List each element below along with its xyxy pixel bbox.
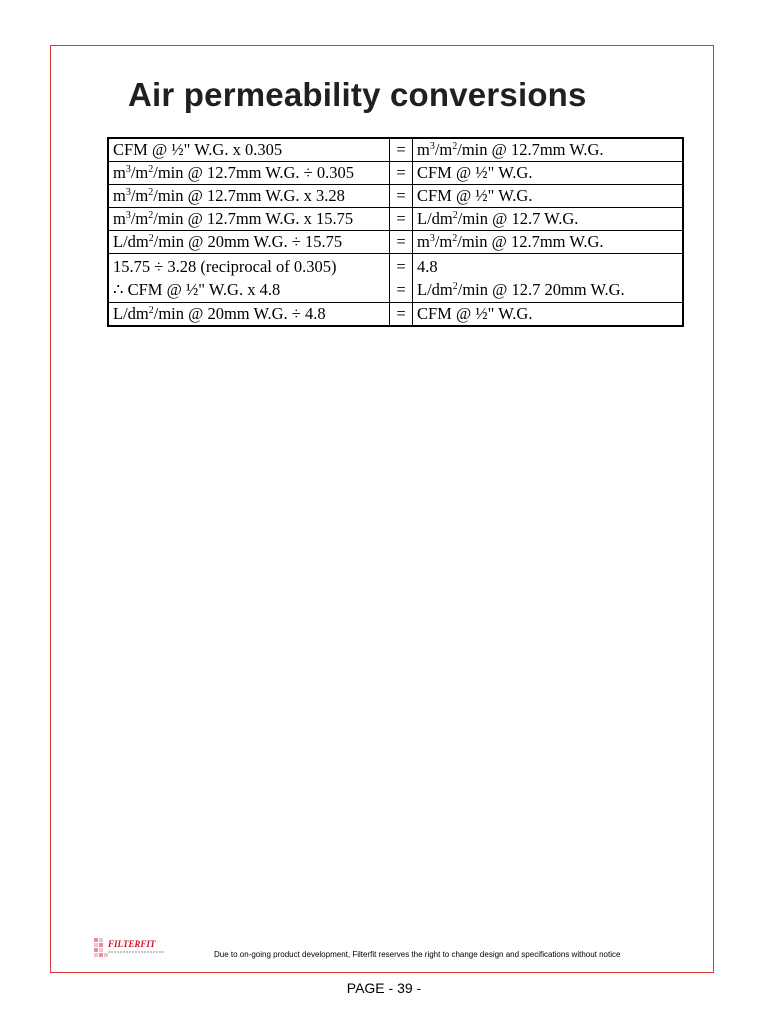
formula-cell: CFM @ ½" W.G. x 0.305 <box>108 138 390 162</box>
filterfit-logo <box>94 936 178 962</box>
equals-cell: = <box>390 138 413 162</box>
formula-cell: $m^3/m^2/\min$ @ 12.7mm W.G. x 15.75 <box>108 208 390 231</box>
result-cell: CFM @ ½" W.G. <box>413 303 684 327</box>
table-row <box>108 231 683 254</box>
formula-cell: 15.75 ÷ 3.28 (reciprocal of 0.305) ∴ CFM @ ½" W.G. x 4.8 <box>108 254 390 303</box>
result-cell: CFM @ ½" W.G. <box>413 162 684 185</box>
formula-cell: $m^3/m^2/\min$ @ 12.7mm W.G. x 3.28 <box>108 185 390 208</box>
equals-cell: = <box>390 303 413 327</box>
table-row <box>108 208 683 231</box>
logo-wordmark: FILTERFIT <box>108 939 156 949</box>
result-cell: 4.8 $L/dm^2/\min$ @ 12.7 20mm W.G. <box>413 254 684 303</box>
table-row <box>108 303 683 327</box>
equals-cell: = <box>390 185 413 208</box>
table-row <box>108 138 683 162</box>
equals-cell: = = <box>390 254 413 303</box>
result-cell: $m^3/m^2/\min$ @ 12.7mm W.G. <box>413 231 684 254</box>
formula-cell: $L/dm^2/\min$ @ 20mm W.G. ÷ 15.75 <box>108 231 390 254</box>
result-cell: $m^3/m^2/\min$ @ 12.7mm W.G. <box>413 138 684 162</box>
table-row <box>108 162 683 185</box>
equals-cell: = <box>390 162 413 185</box>
page-title: Air permeability conversions <box>128 76 587 113</box>
equals-cell: = <box>390 208 413 231</box>
result-cell: CFM @ ½" W.G. <box>413 185 684 208</box>
conversion-table <box>107 137 684 327</box>
equals-cell: = <box>390 231 413 254</box>
page-number: PAGE - 39 - <box>346 980 422 996</box>
footer-notice: Due to on-going product development, Filterfit reserves the right to change design and specifications without notice <box>214 950 621 959</box>
table-row <box>108 254 683 303</box>
table-row <box>108 185 683 208</box>
formula-cell: $L/dm^2/\min$ @ 20mm W.G. ÷ 4.8 <box>108 303 390 327</box>
formula-cell: $m^3/m^2/\min$ @ 12.7mm W.G. ÷ 0.305 <box>108 162 390 185</box>
result-cell: $L/dm^2/\min$ @ 12.7 W.G. <box>413 208 684 231</box>
